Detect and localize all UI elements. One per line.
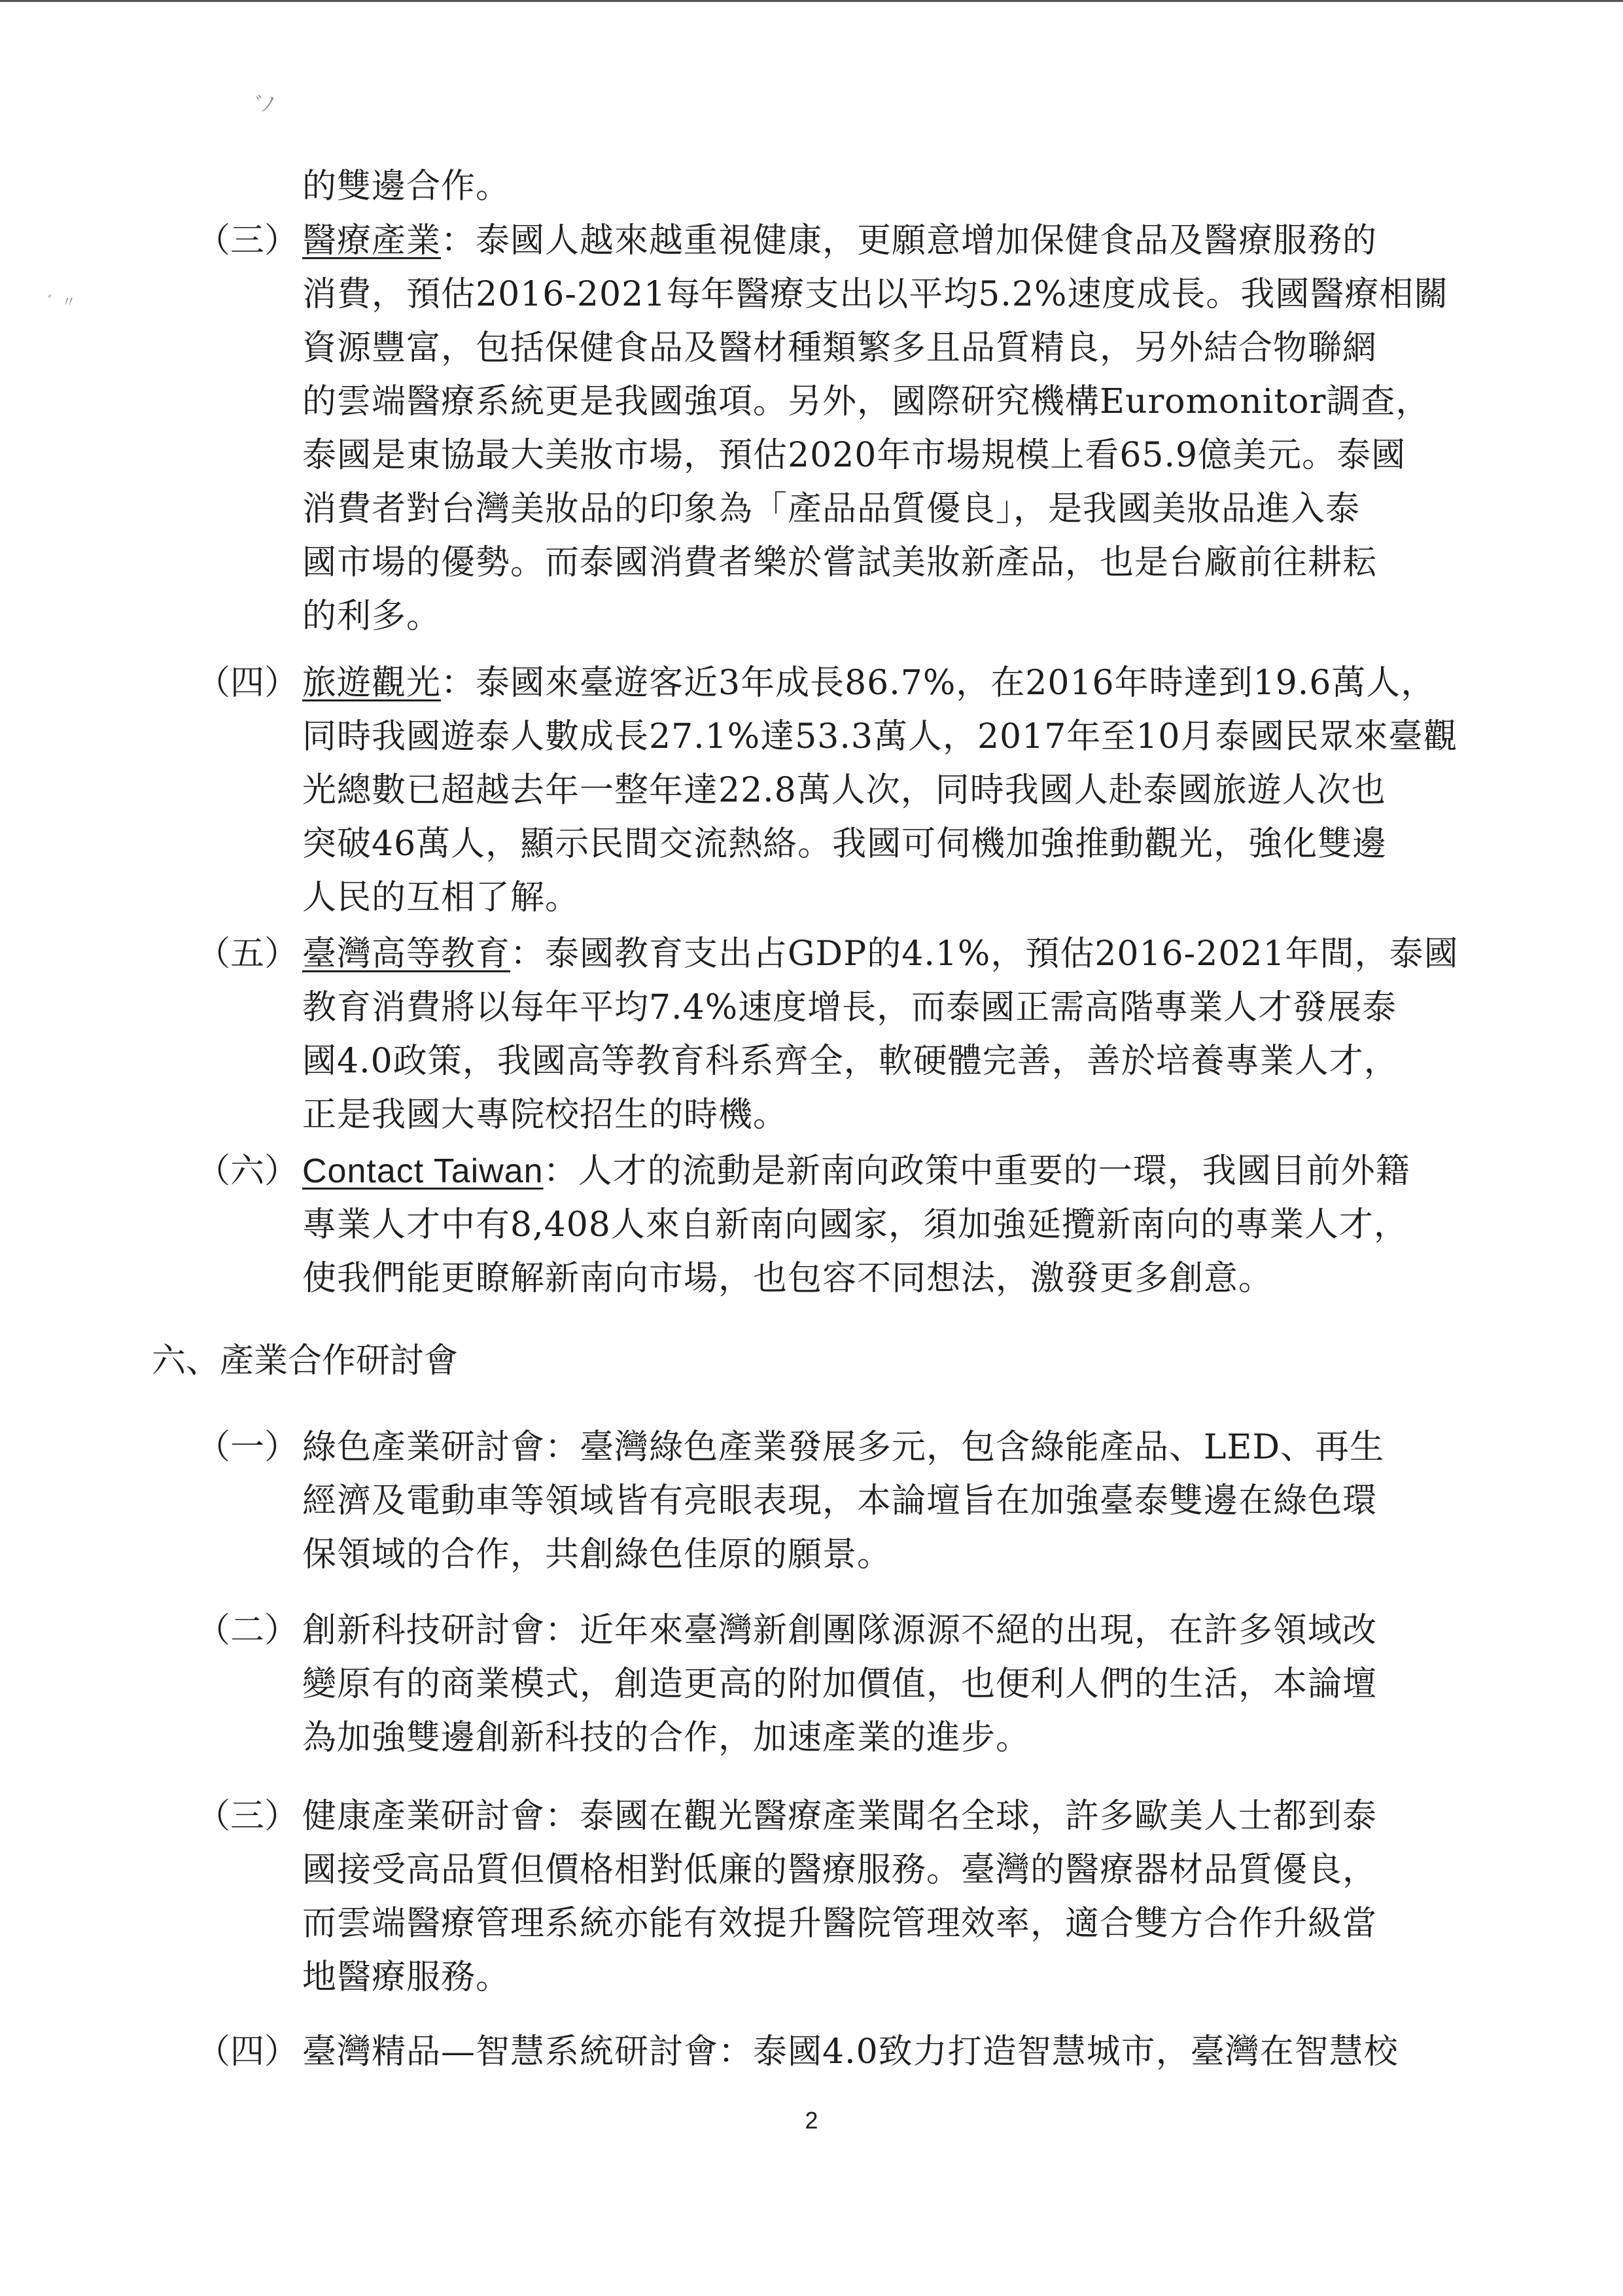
item-text: 光總數已超越去年一整年達22.8萬人次，同時我國人赴泰國旅遊人次也 xyxy=(302,771,1386,810)
page-number: 2 xyxy=(805,2107,818,2134)
item-text: 正是我國大專院校招生的時機。 xyxy=(302,1095,788,1135)
item-marker: （一） xyxy=(196,1428,299,1467)
item-text: 消費，預估2016-2021每年醫療支出以平均5.2%速度成長。我國醫療相關 xyxy=(302,275,1449,314)
item-text: 突破46萬人，顯示民間交流熱絡。我國可伺機加強推動觀光，強化雙邊 xyxy=(302,824,1387,864)
item-text: 人民的互相了解。 xyxy=(302,878,580,917)
item-text: ：人才的流動是新南向政策中重要的一環，我國目前外籍 xyxy=(543,1152,1410,1191)
item-text: ：泰國教育支出占GDP的4.1%，預估2016-2021年間，泰國 xyxy=(510,934,1459,974)
item-marker: （二） xyxy=(196,1611,299,1650)
scan-top-edge xyxy=(0,0,1623,2)
item-text: 使我們能更瞭解新南向市場，也包容不同想法，激發更多創意。 xyxy=(302,1259,1274,1298)
item-marker: （五） xyxy=(196,934,299,974)
item-marker: （四） xyxy=(196,2032,299,2072)
item-text: 的雲端醫療系統更是我國強項。另外，國際研究機構Euromonitor調查， xyxy=(302,382,1431,421)
item-text: 國接受高品質但價格相對低廉的醫療服務。臺灣的醫療器材品質優良， xyxy=(302,1850,1378,1890)
list-item-line xyxy=(302,663,1435,703)
item-title: 臺灣高等教育 xyxy=(302,934,511,974)
scan-mark: ゛〃 xyxy=(47,294,77,311)
item-title: Contact Taiwan xyxy=(302,1152,544,1190)
scan-mark: ﾞﾉ xyxy=(252,94,271,116)
item-marker: （六） xyxy=(196,1152,299,1191)
item-text: 地醫療服務。 xyxy=(302,1958,511,1997)
item-text: 臺灣精品—智慧系統研討會：泰國4.0致力打造智慧城市，臺灣在智慧校 xyxy=(302,2032,1399,2072)
continuation-text: 的雙邊合作。 xyxy=(302,167,511,206)
item-text: 國市場的優勢。而泰國消費者樂於嘗試美妝新產品，也是台廠前往耕耘 xyxy=(302,543,1378,582)
item-text: 健康產業研討會：泰國在觀光醫療產業聞名全球，許多歐美人士都到泰 xyxy=(302,1797,1378,1836)
item-title: 旅遊觀光 xyxy=(302,663,442,703)
list-item-line xyxy=(302,221,1377,260)
list-item-line xyxy=(302,934,1459,974)
item-text: ：泰國來臺遊客近3年成長86.7%，在2016年時達到19.6萬人， xyxy=(441,663,1436,703)
item-text: 專業人才中有8,408人來自新南向國家，須加強延攬新南向的專業人才， xyxy=(302,1205,1408,1245)
item-text: 的利多。 xyxy=(302,597,442,636)
item-text: 國4.0政策，我國高等教育科系齊全，軟硬體完善，善於培養專業人才， xyxy=(302,1042,1399,1081)
item-text: 同時我國遊泰人數成長27.1%達53.3萬人，2017年至10月泰國民眾來臺觀 xyxy=(302,717,1458,756)
item-text: 而雲端醫療管理系統亦能有效提升醫院管理效率，適合雙方合作升級當 xyxy=(302,1904,1378,1943)
item-text: 變原有的商業模式，創造更高的附加價值，也便利人們的生活，本論壇 xyxy=(302,1665,1378,1704)
item-text: 教育消費將以每年平均7.4%速度增長，而泰國正需高階專業人才發展泰 xyxy=(302,988,1397,1027)
item-text: 消費者對台灣美妝品的印象為「產品品質優良」，是我國美妝品進入泰 xyxy=(302,489,1361,529)
item-marker: （三） xyxy=(196,221,299,260)
item-text: 為加強雙邊創新科技的合作，加速產業的進步。 xyxy=(302,1718,1031,1757)
item-marker: （四） xyxy=(196,663,299,703)
list-item-line xyxy=(302,1152,1410,1191)
item-text: ：泰國人越來越重視健康，更願意增加保健食品及醫療服務的 xyxy=(441,221,1378,260)
item-title: 醫療產業 xyxy=(302,221,442,260)
item-text: 綠色產業研討會：臺灣綠色產業發展多元，包含綠能產品、LED、再生 xyxy=(302,1428,1385,1467)
item-marker: （三） xyxy=(196,1797,299,1836)
item-text: 創新科技研討會：近年來臺灣新創團隊源源不絕的出現，在許多領域改 xyxy=(302,1611,1378,1650)
item-text: 資源豐富，包括保健食品及醫材種類繁多且品質精良，另外結合物聯網 xyxy=(302,328,1378,368)
item-text: 泰國是東協最大美妝市場，預估2020年市場規模上看65.9億美元。泰國 xyxy=(302,436,1406,475)
item-text: 保領域的合作，共創綠色佳原的願景。 xyxy=(302,1535,892,1574)
item-text: 經濟及電動車等領域皆有亮眼表現，本論壇旨在加強臺泰雙邊在綠色環 xyxy=(302,1481,1378,1521)
section-heading: 六、產業合作研討會 xyxy=(152,1341,459,1381)
